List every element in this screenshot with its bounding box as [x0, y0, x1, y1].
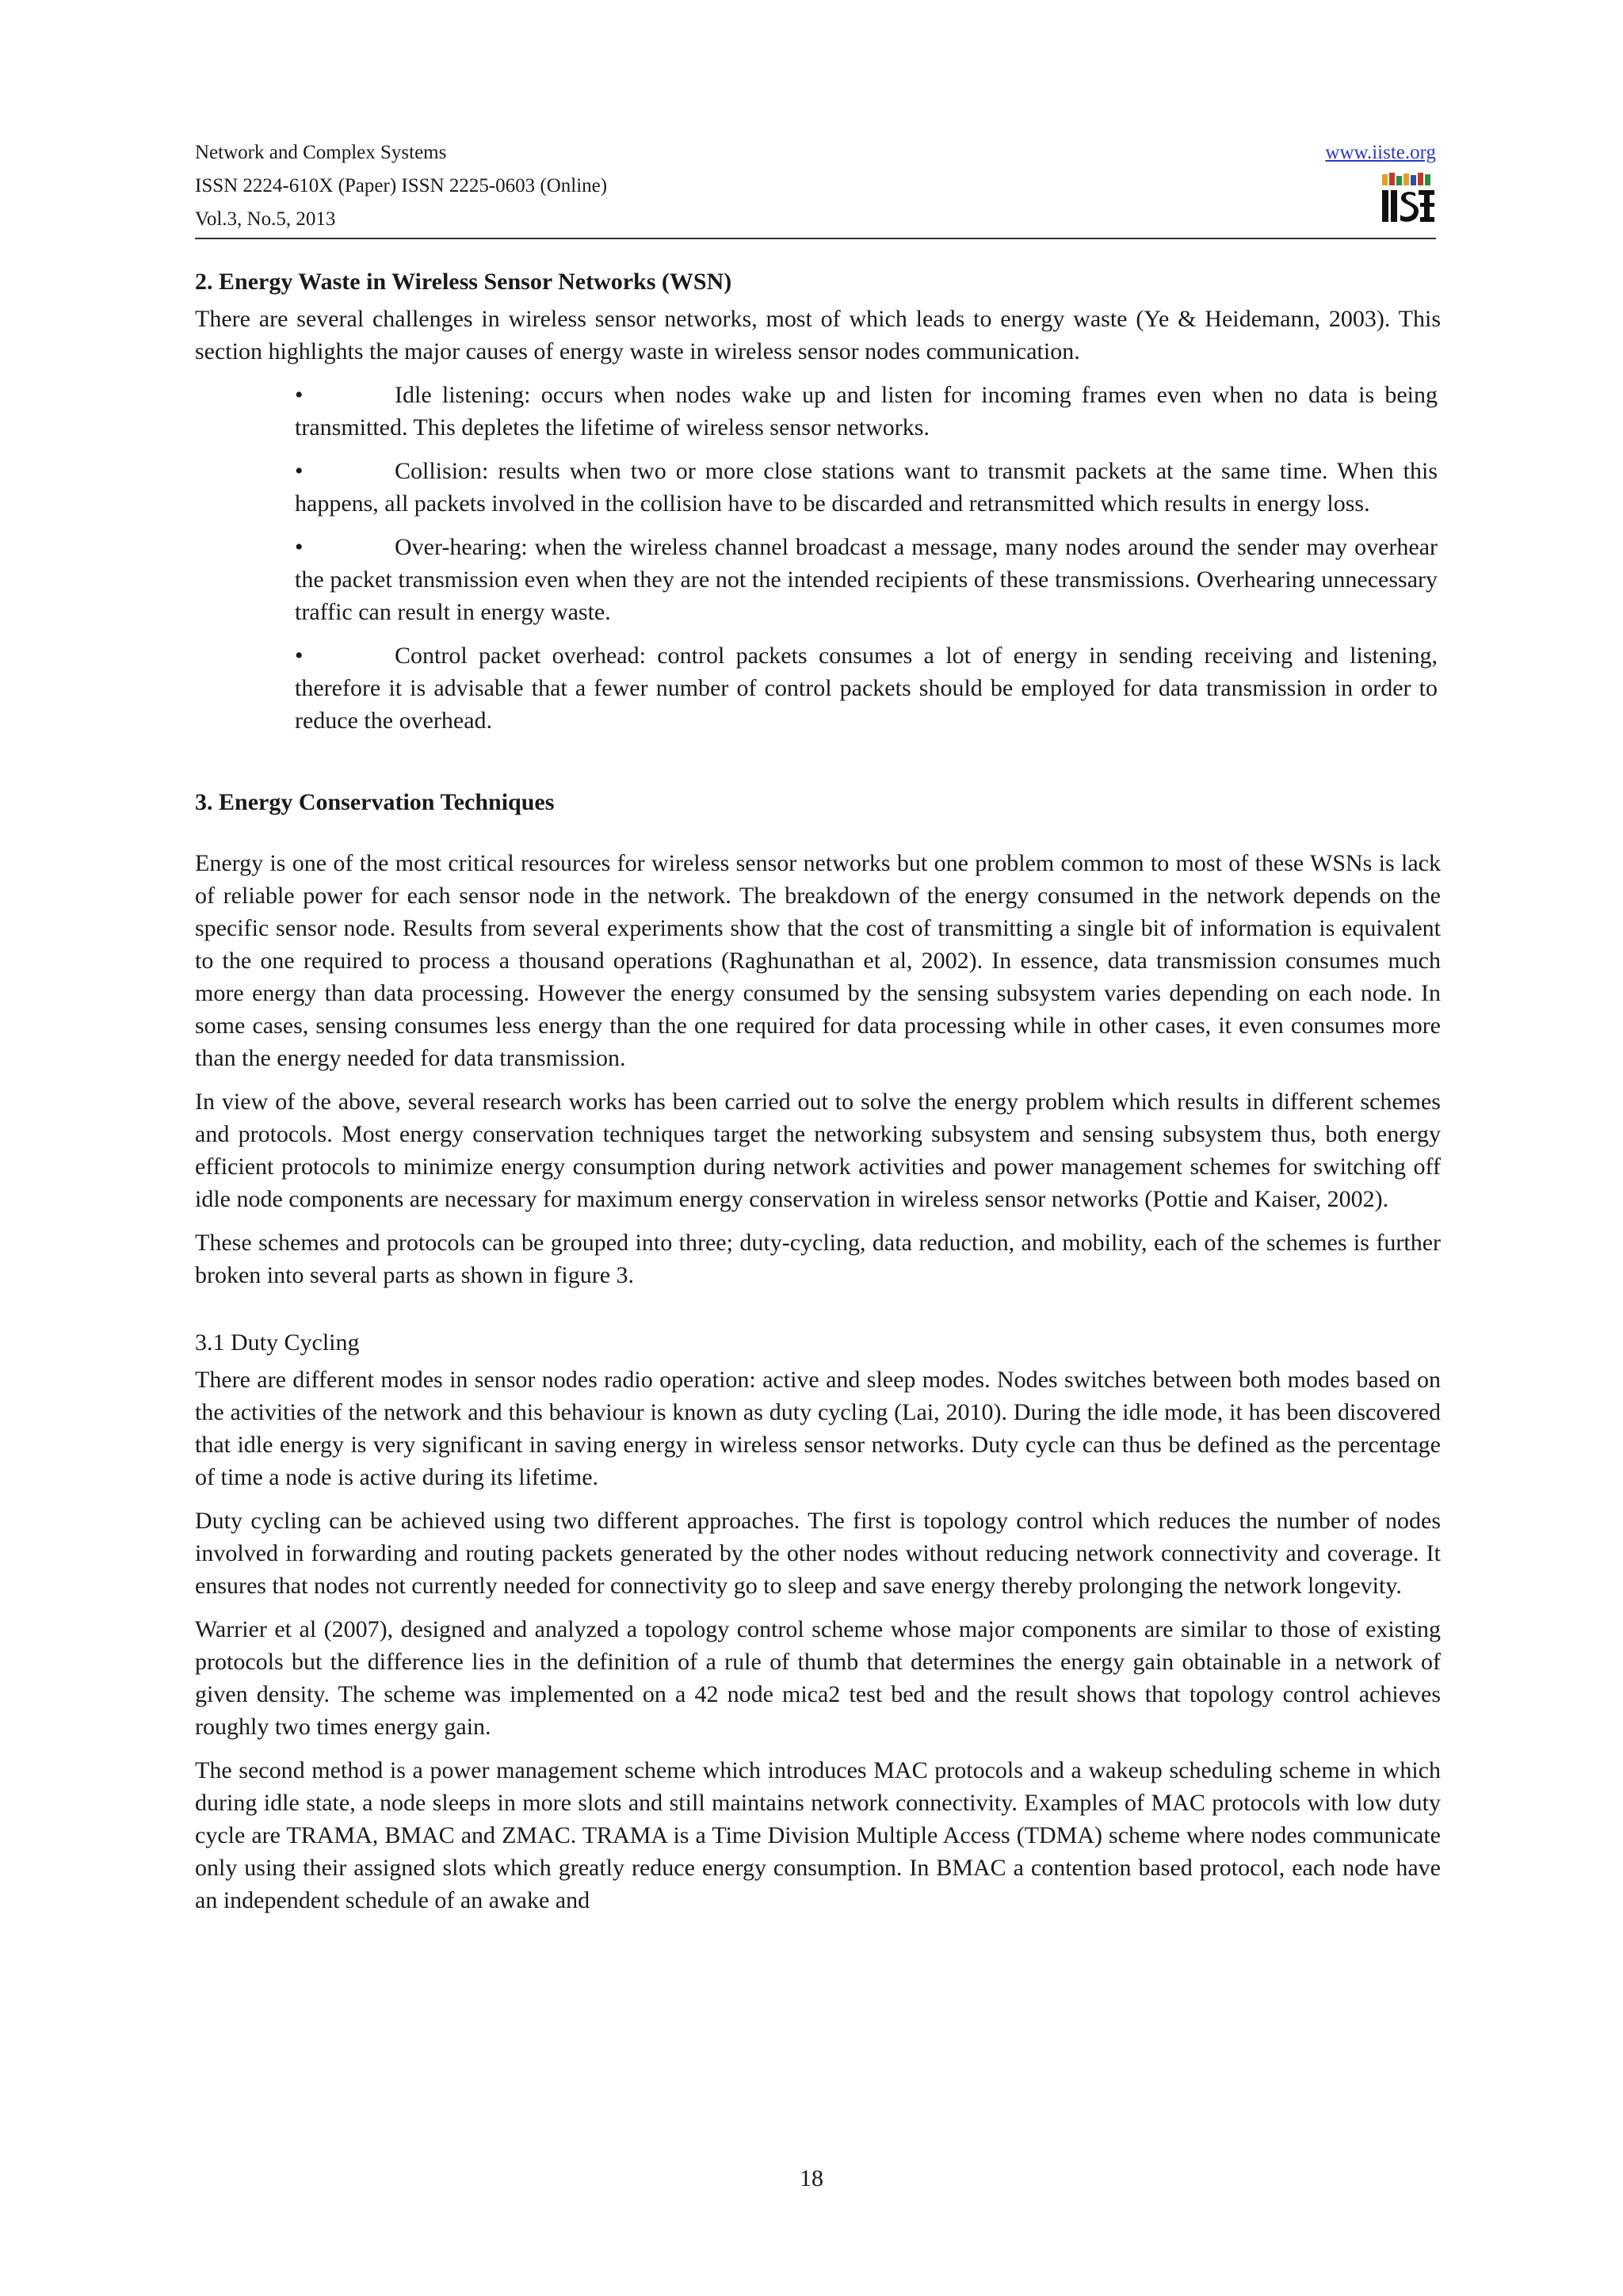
bullet-icon: • [295, 643, 304, 669]
bullet-icon: • [295, 458, 304, 484]
running-header [195, 136, 1436, 239]
journal-url-link[interactable]: www.iiste.org [1325, 142, 1436, 163]
page-number: 18 [800, 2165, 823, 2191]
section-2-heading: 2. Energy Waste in Wireless Sensor Networks (WSN) [195, 269, 732, 295]
energy-waste-list [195, 379, 1441, 737]
list-item [295, 531, 1438, 628]
volume-line: Vol.3, No.5, 2013 [195, 208, 336, 230]
bullet-icon: • [295, 534, 304, 560]
body-content [195, 265, 1441, 1928]
section-2-intro: There are several challenges in wireless sensor networks, most of which leads to energy waste (Ye & Heidemann, 2003). This section highlights the major causes of energy waste in wireless sensor nodes communication. [195, 306, 1441, 364]
bullet-icon: • [295, 382, 304, 408]
list-item [295, 455, 1438, 520]
list-item-text: Over-hearing: when the wireless channel broadcast a message, many nodes around the sender may overhear the packet transmission even when they are not the intended recipients of these transmissions. Overhearing unnecessary traffic can result in energy waste. [295, 534, 1438, 625]
list-item-text: Idle listening: occurs when nodes wake up and listen for incoming frames even when no data is being transmitted. This depletes the lifetime of wireless sensor networks. [295, 382, 1438, 441]
journal-name: Network and Complex Systems [195, 142, 447, 163]
section-3-paragraph-3: These schemes and protocols can be grouped into three; duty-cycling, data reduction, and mobility, each of the schemes is further broken into several parts as shown in figure 3. [195, 1230, 1441, 1288]
section-3-1-paragraph-3: Warrier et al (2007), designed and analyzed a topology control scheme whose major components are similar to those of existing protocols but the difference lies in the definition of a rule of thumb that determines the energy gain obtainable in a network of given density. The scheme was implemented on a 42 node mica2 test bed and the result shows that topology control achieves roughly two times energy gain. [195, 1616, 1441, 1740]
header-rule [195, 238, 1436, 239]
issn-line: ISSN 2224-610X (Paper) ISSN 2225-0603 (Online) [195, 175, 608, 196]
section-3-1-heading: 3.1 Duty Cycling [195, 1329, 360, 1356]
section-3-1-paragraph-4: The second method is a power management scheme which introduces MAC protocols and a wakeup scheduling scheme in which during idle state, a node sleeps in more slots and still maintains network connectivity. Examples of MAC protocols with low duty cycle are TRAMA, BMAC and ZMAC. TRAMA is a Time Division Multiple Access (TDMA) scheme where nodes communicate only using their assigned slots which greatly reduce energy consumption. In BMAC a contention based protocol, each node have an independent schedule of an awake and [195, 1757, 1441, 1913]
header-right [1325, 136, 1436, 170]
section-3-paragraph-1: Energy is one of the most critical resources for wireless sensor networks but one problem common to most of these WSNs is lack of reliable power for each sensor node in the network. The breakdown of the energy consumed in the network depends on the specific sensor node. Results from several experiments show that the cost of transmitting a single bit of information is equivalent to the one required to process a thousand operations (Raghunathan et al, 2002). In essence, data transmission consumes much more energy than data processing. However the energy consumed by the sensing subsystem varies depending on each node. In some cases, sensing consumes less energy than the one required for data processing while in other cases, it even consumes more than the energy needed for data transmission. [195, 850, 1441, 1071]
list-item [295, 379, 1438, 444]
iiste-logo [1379, 171, 1436, 227]
section-3-1-paragraph-1: There are different modes in sensor nodes radio operation: active and sleep modes. Nodes switches between both modes based on the activities of the network and this behaviour is known as duty cycling (Lai, 2010). During the idle mode, it has been discovered that idle energy is very significant in saving energy in wireless sensor networks. Duty cycle can thus be defined as the percentage of time a node is active during its lifetime. [195, 1367, 1441, 1490]
section-3-paragraph-2: In view of the above, several research works has been carried out to solve the energy problem which results in different schemes and protocols. Most energy conservation techniques target the networking subsystem and sensing subsystem thus, both energy efficient protocols to minimize energy consumption during network activities and power management schemes for switching off idle node components are necessary for maximum energy conservation in wireless sensor networks (Pottie and Kaiser, 2002). [195, 1089, 1441, 1212]
list-item [295, 639, 1438, 737]
section-3-1-paragraph-2: Duty cycling can be achieved using two different approaches. The first is topology control which reduces the number of nodes involved in forwarding and routing packets generated by the other nodes without reducing network connectivity and coverage. It ensures that nodes not currently needed for connectivity go to sleep and save energy thereby prolonging the network longevity. [195, 1508, 1441, 1599]
list-item-text: Collision: results when two or more close stations want to transmit packets at the same time. When this happens, all packets involved in the collision have to be discarded and retransmitted which results in energy loss. [295, 458, 1438, 517]
section-3-heading: 3. Energy Conservation Techniques [195, 789, 555, 815]
list-item-text: Control packet overhead: control packets consumes a lot of energy in sending receiving and listening, therefore it is advisable that a fewer number of control packets should be employed for data transmission in order to reduce the overhead. [295, 643, 1438, 734]
